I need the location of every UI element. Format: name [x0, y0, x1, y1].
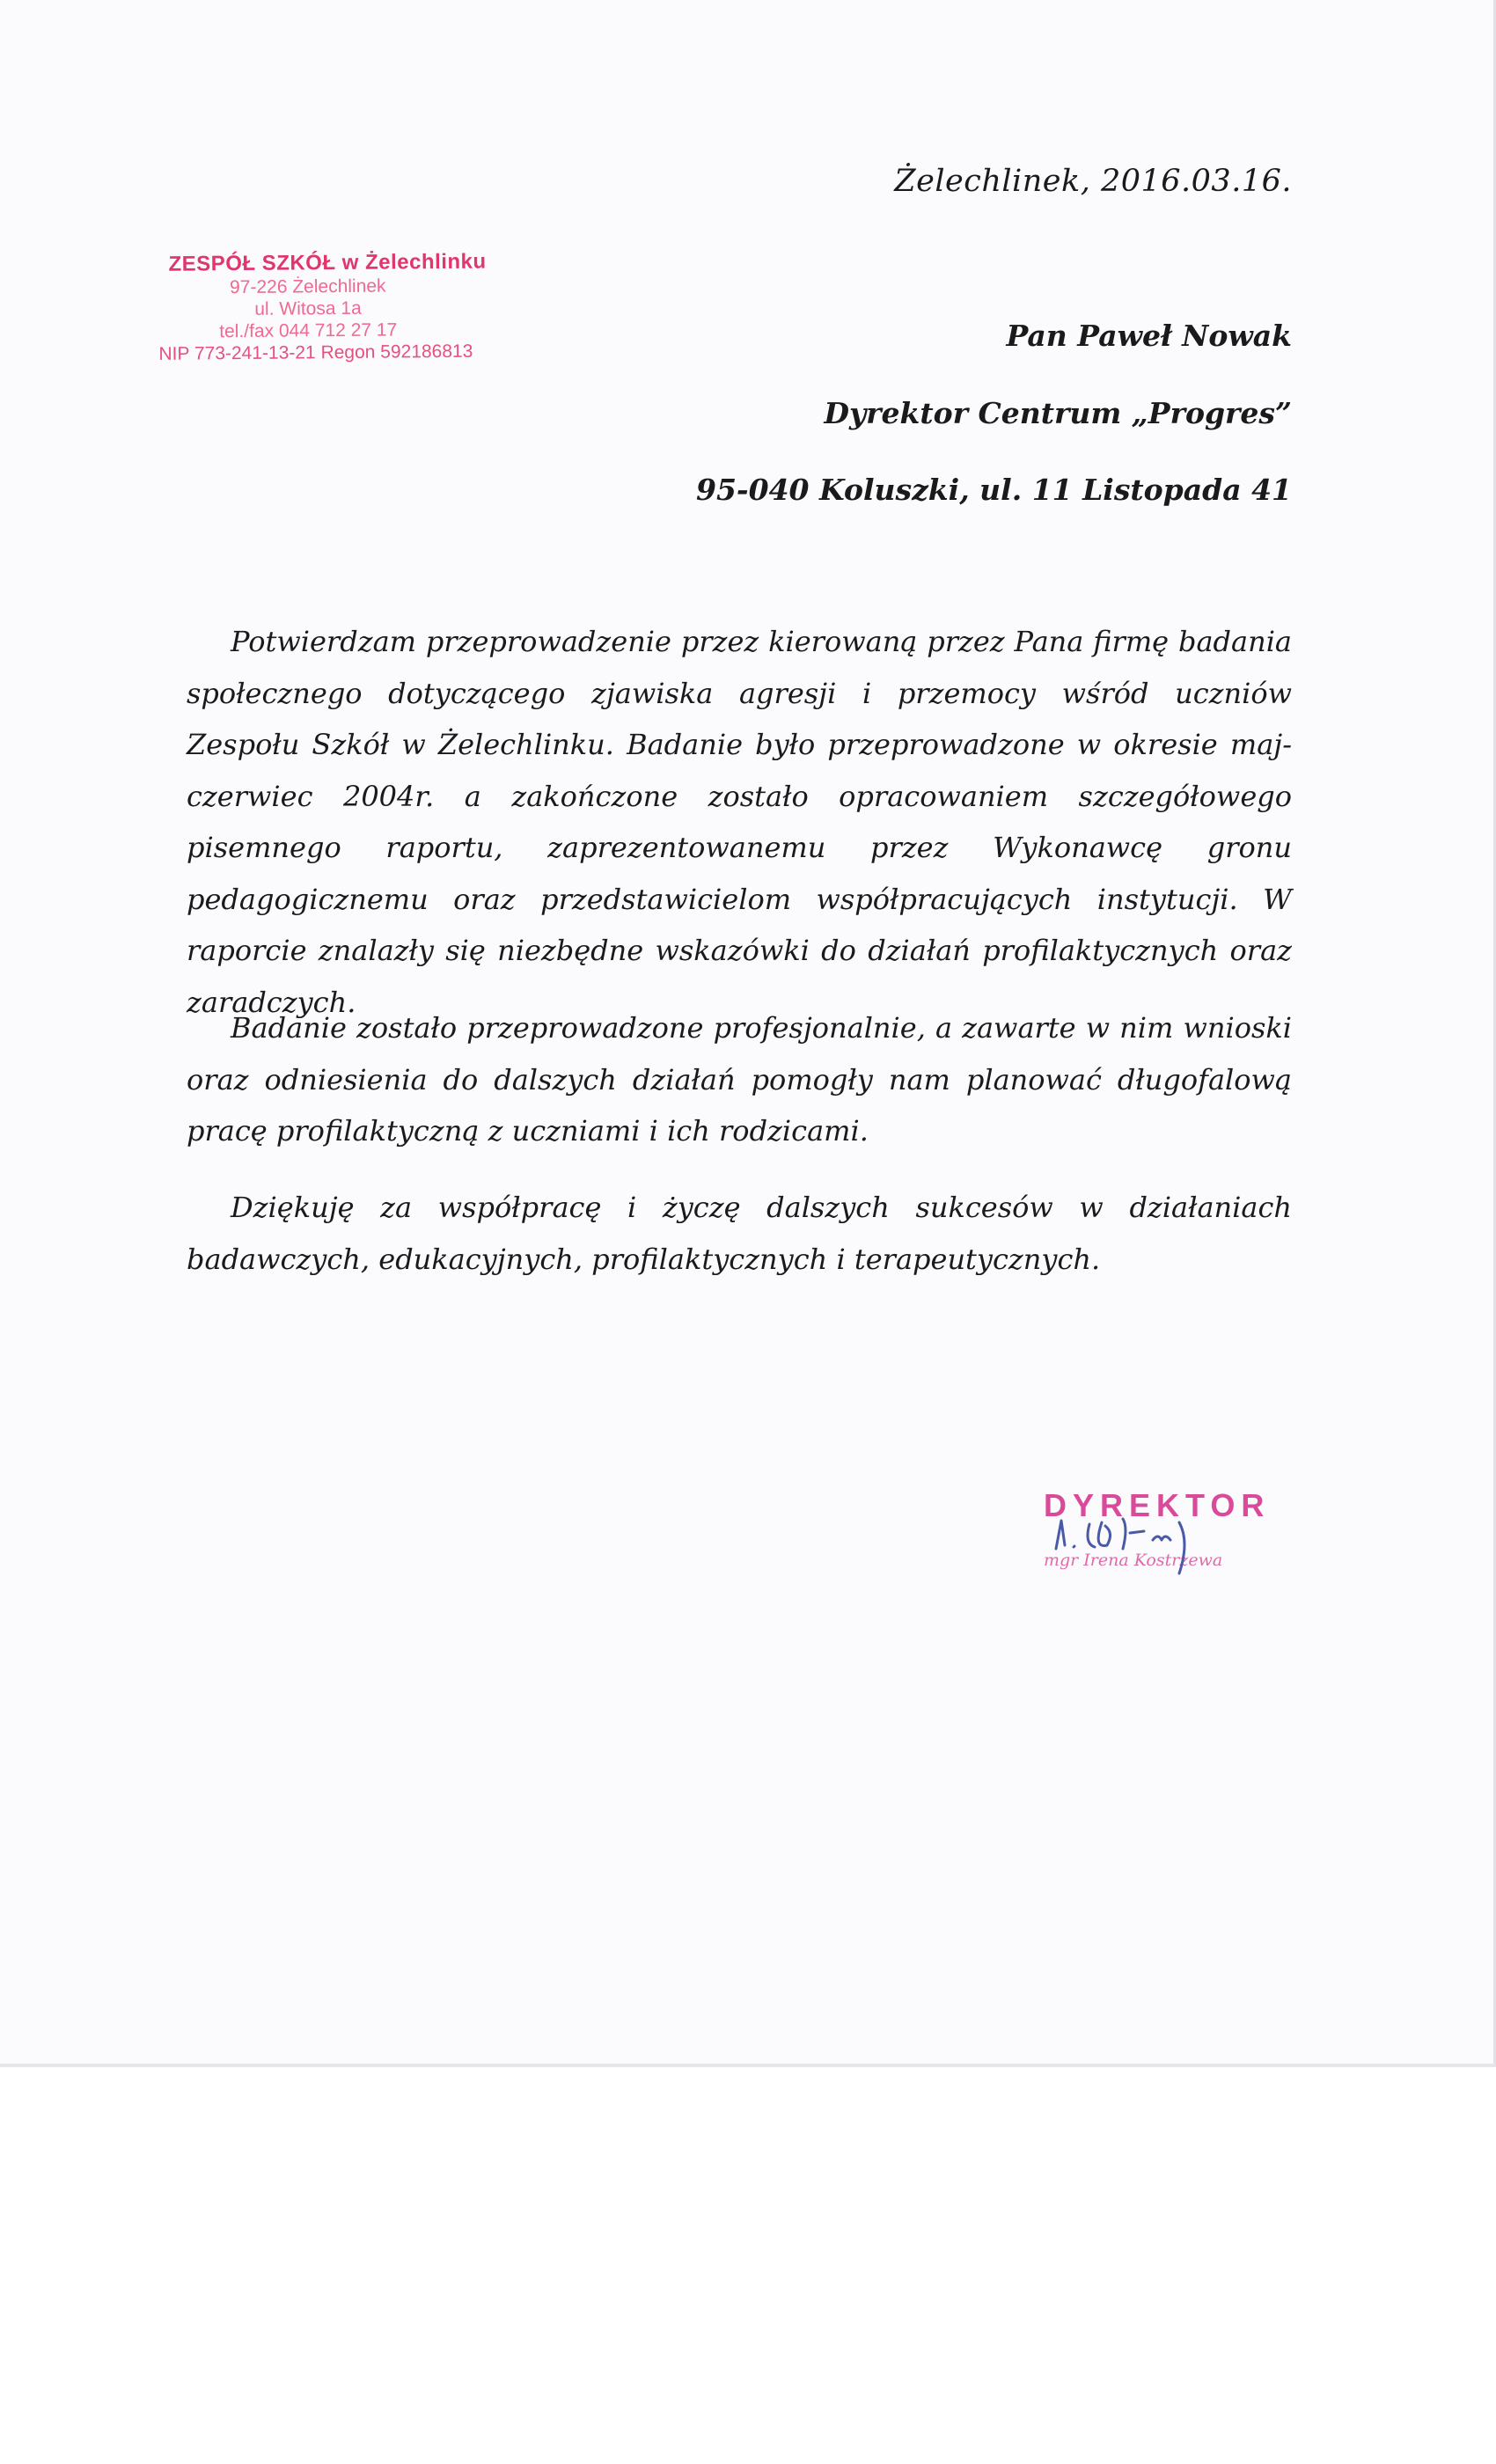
- recipient-title: Dyrektor Centrum „Progres”: [824, 396, 1292, 430]
- stamp-postal: 97-226 Żelechlinek: [229, 275, 386, 298]
- stamp-school-name: ZESPÓŁ SZKÓŁ w Żelechlinku: [168, 249, 487, 276]
- paragraph-1-text: Potwierdzam przeprowadzenie przez kierowaną przez Pana firmę badania społecznego dotyczącego zjawiska agresji i przemocy wśród uczniów Zespołu Szkół w Żelechlinku. Badanie było przeprowadzone w okresie maj-czerwiec 2004r. a zakończone zostało opracowaniem szczegółowego pisemnego raportu, zaprezentowanemu przez Wykonawcę gronu pedagogicznemu oraz przedstawicielom współpracujących instytucji. W raporcie znalazły się niezbędne wskazówki do działań profilaktycznych oraz zaradczych.: [187, 625, 1292, 1019]
- director-signature-stamp: [1038, 1487, 1276, 1584]
- page-bottom-edge: [0, 2064, 1496, 2067]
- paragraph-3: [187, 1182, 1292, 1285]
- paragraph-2: [187, 1002, 1292, 1157]
- stamp-phone: tel./fax 044 712 27 17: [219, 319, 398, 342]
- paragraph-2-text: Badanie zostało przeprowadzone profesjonalnie, a zawarte w nim wnioski oraz odniesienia do dalszych działań pomogły nam planować długofalową pracę profilaktyczną z uczniami i ich rodzicami.: [187, 1011, 1292, 1148]
- stamp-ids: NIP 773-241-13-21 Regon 592186813: [158, 341, 473, 364]
- signature-name: mgr Irena Kostrzewa: [1044, 1551, 1223, 1570]
- paragraph-3-text: Dziękuję za współpracę i życzę dalszych sukcesów w działaniach badawczych, edukacyjnych, profilaktycznych i terapeutycznych.: [187, 1191, 1292, 1276]
- paragraph-1: [187, 616, 1292, 1028]
- recipient-address: 95-040 Koluszki, ul. 11 Listopada 41: [696, 473, 1292, 507]
- letter-date: Żelechlinek, 2016.03.16.: [894, 164, 1292, 199]
- handwritten-signature-icon: [1038, 1487, 1276, 1584]
- recipient-name: Pan Paweł Nowak: [1006, 319, 1292, 353]
- stamp-street: ul. Witosa 1a: [254, 297, 362, 319]
- school-stamp: [158, 249, 528, 365]
- signature-title: DYREKTOR: [1044, 1487, 1271, 1523]
